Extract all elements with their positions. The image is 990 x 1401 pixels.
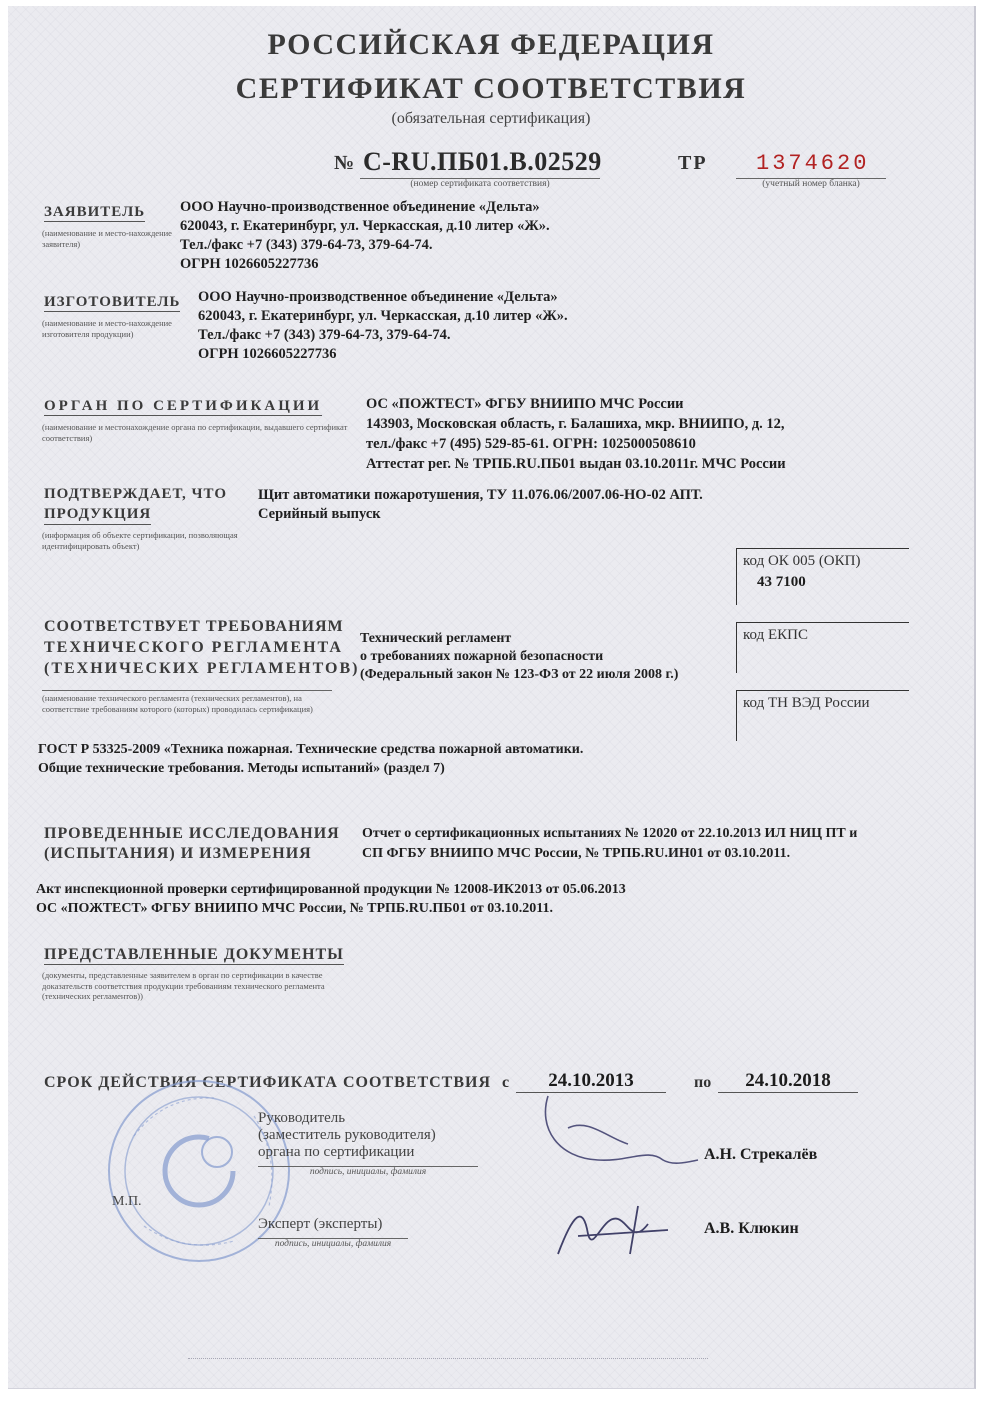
document-title: СЕРТИФИКАТ СООТВЕТСТВИЯ (235, 72, 747, 105)
bottom-border (188, 1358, 708, 1361)
compliance-lines (360, 630, 730, 684)
compliance-line: о требованиях пожарной безопасности (360, 649, 604, 664)
cert-body-line: Аттестат рег. № ТРПБ.RU.ПБ01 выдан 03.10.2011г. МЧС России (366, 456, 786, 472)
product-line: Щит автоматики пожаротушения, ТУ 11.076.06/2007.06-НО-02 АПТ. (258, 487, 703, 503)
cert-body-line: 143903, Московская область, г. Балашиха, мкр. ВНИИПО, д. 12, (366, 416, 785, 432)
validity-label: СРОК ДЕЙСТВИЯ СЕРТИФИКАТА СООТВЕТСТВИЯ (44, 1074, 492, 1091)
blank-number-caption: (учетный номер бланка) (736, 178, 886, 189)
head-signature-mark (528, 1088, 708, 1178)
document-subtitle: (обязательная сертификация) (391, 110, 591, 127)
tests-lines (362, 824, 972, 864)
okp-code-box (736, 548, 909, 605)
certificate-number-caption: (номер сертификата соответствия) (360, 178, 600, 189)
manufacturer-line: 620043, г. Екатеринбург, ул. Черкасская, д.10 литер «Ж». (198, 308, 568, 324)
head-name: А.Н. Стрекалёв (704, 1146, 818, 1163)
certificate-number: C-RU.ПБ01.В.02529 (363, 147, 602, 176)
okp-code-label: код ОК 005 (ОКП) (743, 553, 861, 569)
validity-to: 24.10.2018 (718, 1070, 858, 1093)
expert-name: А.В. Клюкин (704, 1220, 799, 1237)
documents-caption: (документы, представленные заявителем в орган по сертификации в качестве доказательств соответствия продукции требованиям технического регламента (технических регламентов)) (42, 970, 325, 1001)
validity-from-label: с (502, 1074, 510, 1091)
applicant-lines (180, 198, 740, 274)
gost-line: ГОСТ Р 53325-2009 «Техника пожарная. Технические средства пожарной автоматики. (38, 742, 584, 757)
tests-line: Отчет о сертификационных испытаниях № 12020 от 22.10.2013 ИЛ НИЦ ПТ и (362, 826, 858, 841)
head-signature-caption: подпись, инициалы, фамилия (258, 1166, 478, 1177)
compliance-caption: (наименование технического регламента (технических регламентов), на соответствие требованиям которого (которых) проводилась сертификация) (42, 690, 332, 714)
tests-label-line: ПРОВЕДЕННЫЕ ИССЛЕДОВАНИЯ (44, 825, 340, 842)
validity-to-label: по (694, 1074, 712, 1091)
okp-code-value: 43 7100 (757, 574, 806, 590)
tests-label (44, 824, 340, 864)
applicant-line: ООО Научно-производственное объединение «Дельта» (180, 199, 540, 215)
manufacturer-label: ИЗГОТОВИТЕЛЬ (44, 294, 181, 310)
expert-label: Эксперт (эксперты) (258, 1216, 383, 1232)
expert-caption: подпись, инициалы, фамилия (258, 1238, 408, 1249)
cert-body-line: тел./факс +7 (495) 529-85-61. ОГРН: 1025000508610 (366, 436, 696, 452)
cert-body-line: ОС «ПОЖТЕСТ» ФГБУ ВНИИПО МЧС России (366, 396, 684, 412)
tnved-code-box (736, 690, 909, 741)
compliance-line: (Федеральный закон № 123-ФЗ от 22 июля 2008 г.) (360, 667, 679, 682)
mp-label: М.П. (112, 1194, 142, 1209)
manufacturer-line: ООО Научно-производственное объединение «Дельта» (198, 289, 558, 305)
head-signature-title (258, 1110, 436, 1161)
ekps-code-box (736, 622, 909, 673)
manufacturer-caption: (наименование и место-нахождение изготовителя продукции) (42, 318, 172, 339)
product-lines (258, 486, 778, 524)
compliance-line: Технический регламент (360, 631, 512, 646)
head-title-line: Руководитель (258, 1110, 346, 1126)
country-title: РОССИЙСКАЯ ФЕДЕРАЦИЯ (267, 28, 715, 61)
compliance-label-line: СООТВЕТСТВУЕТ ТРЕБОВАНИЯМ (44, 618, 344, 635)
applicant-line: 620043, г. Екатеринбург, ул. Черкасская, д.10 литер «Ж». (180, 218, 550, 234)
manufacturer-lines (198, 288, 758, 364)
product-label-line: ПОДТВЕРЖДАЕТ, ЧТО (44, 486, 228, 502)
tr-label: ТР (678, 152, 708, 174)
applicant-line: Тел./факс +7 (343) 379-64-73, 379-64-74. (180, 237, 433, 253)
expert-signature-mark (548, 1194, 708, 1264)
tests-label-line: (ИСПЫТАНИЯ) И ИЗМЕРЕНИЯ (44, 845, 312, 862)
gost-line: Общие технические требования. Методы испытаний» (раздел 7) (38, 761, 445, 776)
cert-body-lines (366, 394, 966, 474)
head-title-line: органа по сертификации (258, 1144, 415, 1160)
product-label-line: ПРОДУКЦИЯ (44, 504, 151, 525)
blank-number: 1374620 (756, 151, 870, 176)
applicant-caption: (наименование и место-нахождение заявителя) (42, 228, 172, 249)
compliance-label-line: (ТЕХНИЧЕСКИХ РЕГЛАМЕНТОВ) (44, 660, 360, 677)
documents-label: ПРЕДСТАВЛЕННЫЕ ДОКУМЕНТЫ (44, 946, 344, 963)
compliance-label-line: ТЕХНИЧЕСКОГО РЕГЛАМЕНТА (44, 639, 343, 656)
tests-line: СП ФГБУ ВНИИПО МЧС России, № ТРПБ.RU.ИН01 от 03.10.2011. (362, 846, 791, 861)
product-label (44, 484, 227, 525)
cert-body-label: ОРГАН ПО СЕРТИФИКАЦИИ (44, 398, 323, 414)
compliance-label (44, 616, 360, 679)
act-lines (36, 880, 736, 918)
cert-body-caption: (наименование и местонахождение органа по сертификации, выдавшего сертификат соответствия) (42, 422, 348, 443)
validity-from: 24.10.2013 (516, 1070, 666, 1093)
manufacturer-line: Тел./факс +7 (343) 379-64-73, 379-64-74. (198, 327, 451, 343)
act-line: Акт инспекционной проверки сертифицированной продукции № 12008-ИК2013 от 05.06.2013 (36, 882, 626, 897)
certificate-page (8, 6, 976, 1389)
applicant-line: ОГРН 1026605227736 (180, 256, 319, 272)
act-line: ОС «ПОЖТЕСТ» ФГБУ ВНИИПО МЧС России, № ТРПБ.RU.ПБ01 от 03.10.2011. (36, 901, 553, 916)
number-prefix: № (334, 152, 355, 174)
tnved-code-label: код ТН ВЭД России (743, 695, 870, 711)
manufacturer-line: ОГРН 1026605227736 (198, 346, 337, 362)
ekps-code-label: код ЕКПС (743, 627, 808, 643)
gost-lines (38, 740, 738, 778)
head-title-line: (заместитель руководителя) (258, 1127, 436, 1143)
product-caption: (информация об объекте сертификации, позволяющая идентифицировать объект) (42, 530, 238, 551)
product-line: Серийный выпуск (258, 506, 381, 522)
applicant-label: ЗАЯВИТЕЛЬ (44, 204, 146, 220)
